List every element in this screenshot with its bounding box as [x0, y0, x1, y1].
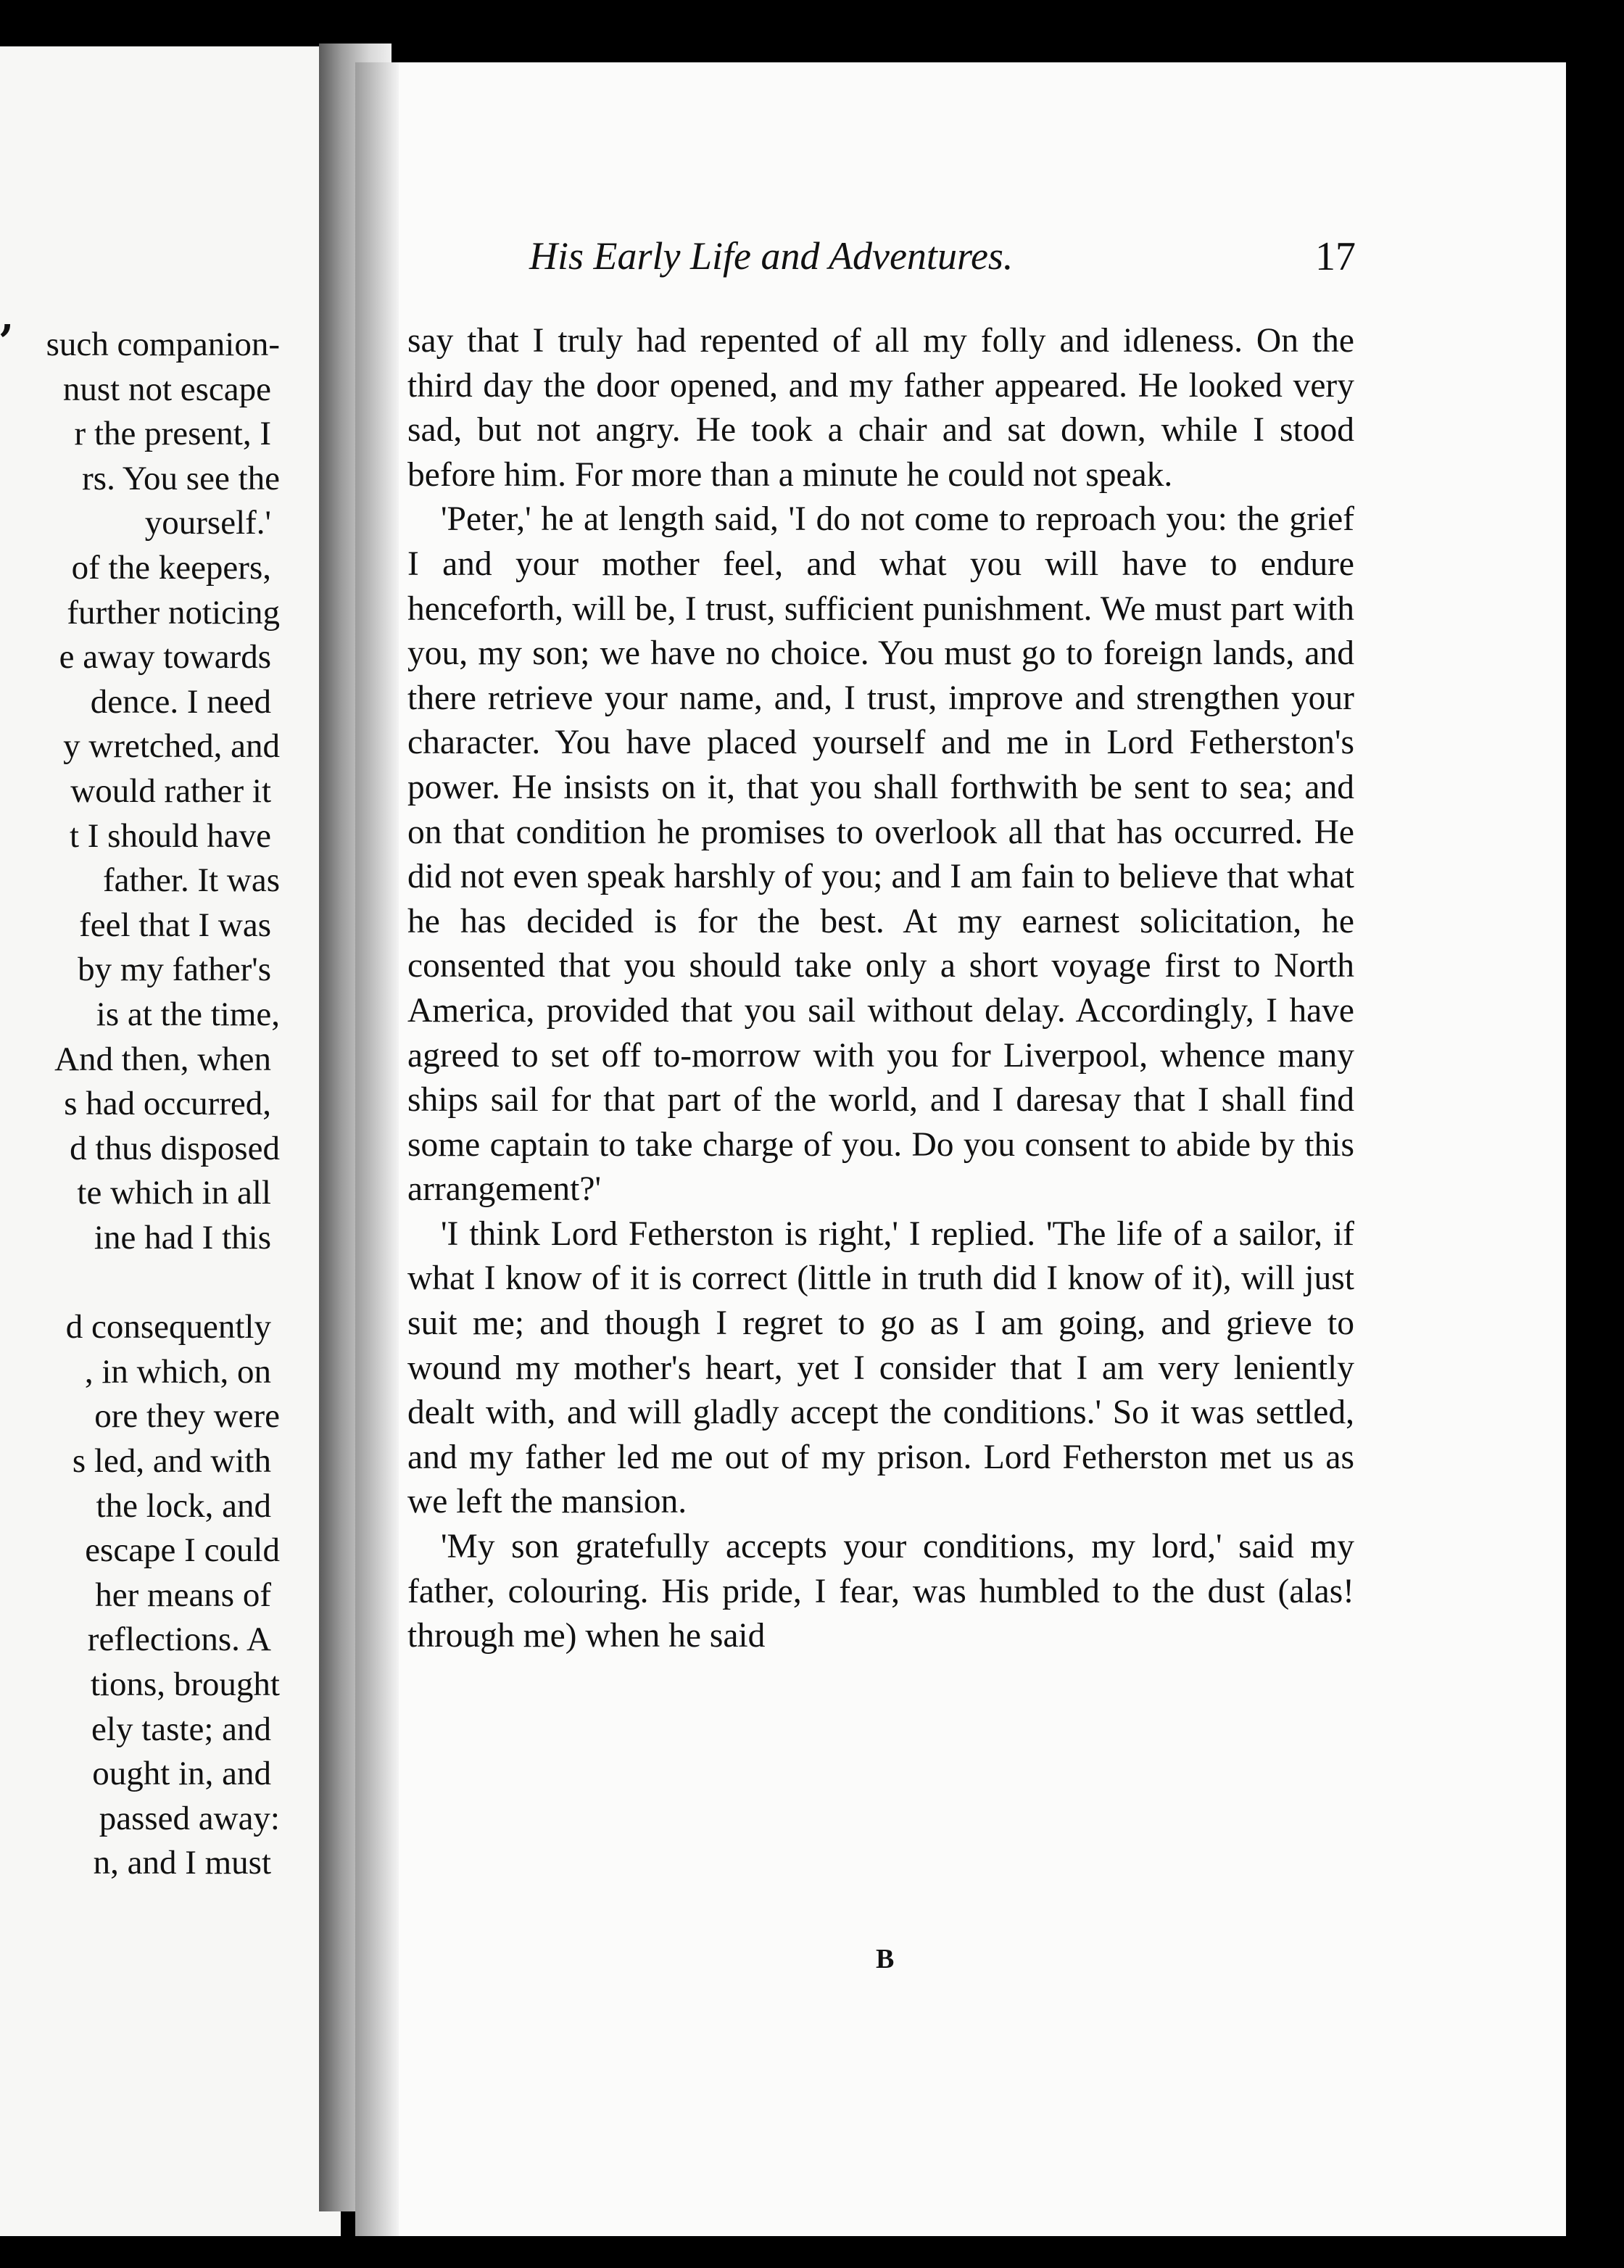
- left-page-line: reflections. A: [87, 1621, 271, 1659]
- left-page-line: y wretched, and: [63, 727, 280, 766]
- left-page: [0, 46, 341, 2236]
- left-page-line: further noticing: [67, 593, 280, 632]
- paragraph: say that I truly had repented of all my folly and idleness. On the third day the door opened, and my father appeared. He looked very sad, but not angry. He took a chair and sat down, while I stood before him. For more than a minute he could not speak.: [407, 322, 1354, 494]
- left-page-line: s had occurred,: [64, 1085, 271, 1123]
- running-head: His Early Life and Adventures.: [529, 234, 1014, 278]
- left-page-line: yourself.': [144, 504, 271, 542]
- left-page-line: ine had I this: [94, 1219, 271, 1257]
- left-page-line: , in which, on: [84, 1352, 271, 1391]
- paragraph: 'I think Lord Fetherston is right,' I replied. 'The life of a sailor, if what I know of it is correct (little in truth did I know of it), will just suit me; and though I regret to go as I am going, and grieve to wound my mother's heart, yet I consider that I am very leniently dealt with, and will gladly accept the conditions.' So it was settled, and my father led me out of my prison. Lord Fetherston met us as we left the mansion.: [407, 1214, 1354, 1521]
- right-page-gutter: [355, 62, 399, 2236]
- left-page-line: And then, when: [54, 1040, 271, 1078]
- left-page-line: d consequently: [65, 1308, 271, 1346]
- left-page-line: her means of: [95, 1576, 271, 1614]
- left-page-line: tions, brought: [90, 1665, 280, 1703]
- left-page-line: rs. You see the: [82, 459, 280, 497]
- signature-mark: B: [876, 1944, 895, 1974]
- left-page-line: passed away:: [99, 1799, 280, 1837]
- left-page-line: father. It was: [102, 861, 280, 900]
- left-page-line: d thus disposed: [70, 1129, 280, 1167]
- paragraph: 'My son gratefully accepts your conditions, my lord,' said my father, colouring. His pride, I fear, was humbled to the dust (alas! through me) when he said: [407, 1528, 1354, 1655]
- left-page-line: r the present, I: [74, 415, 271, 453]
- left-page-line: n, and I must: [93, 1844, 271, 1882]
- left-page-line: ely taste; and: [91, 1710, 271, 1748]
- left-page-line: escape I could: [85, 1531, 280, 1570]
- left-page-line: t I should have: [69, 816, 271, 855]
- left-page-line: the lock, and: [96, 1486, 271, 1525]
- paragraph: 'Peter,' he at length said, 'I do not come to reproach you: the grief I and your mother feel, and what you will have to endure henceforth, will be, I trust, sufficient punishment. We must part with you, my son; we have no choice. You must go to foreign lands, and there retrieve your name, and, I trust, improve and strengthen your character. You have placed yourself and me in Lord Fetherston's power. He insists on it, that you shall forthwith be sent to sea; and on that condition he promises to overlook all that has occurred. He did not even speak harshly of you; and I am fain to believe that what he has decided is for the best. At my earnest solicitation, he consented that you should take only a short voyage first to North America, provided that you sail without delay. Accordingly, I have agreed to set off to-morrow with you for Liverpool, whence many ships sail for that part of the world, and I daresay that I shall find some captain to take charge of you. Do you consent to abide by this arrangement?': [407, 500, 1354, 1209]
- left-page-line: by my father's: [78, 951, 271, 989]
- left-page-line: such companion-: [46, 326, 280, 363]
- body-text: [407, 319, 1354, 1659]
- left-page-header-mark: ,: [0, 293, 14, 341]
- left-page-line: s led, and with: [72, 1442, 271, 1480]
- left-page-line: nust not escape: [62, 370, 271, 408]
- left-page-line: ought in, and: [92, 1755, 271, 1793]
- left-page-line: dence. I need: [90, 682, 271, 721]
- left-page-line: ore they were: [94, 1397, 280, 1436]
- left-page-line: te which in all: [77, 1174, 271, 1212]
- left-page-line: of the keepers,: [71, 549, 271, 587]
- left-page-line: would rather it: [70, 772, 271, 810]
- page-number: 17: [1315, 234, 1356, 279]
- left-page-line: is at the time,: [96, 996, 280, 1033]
- left-page-line: feel that I was: [79, 906, 271, 944]
- left-page-line: e away towards: [59, 638, 271, 676]
